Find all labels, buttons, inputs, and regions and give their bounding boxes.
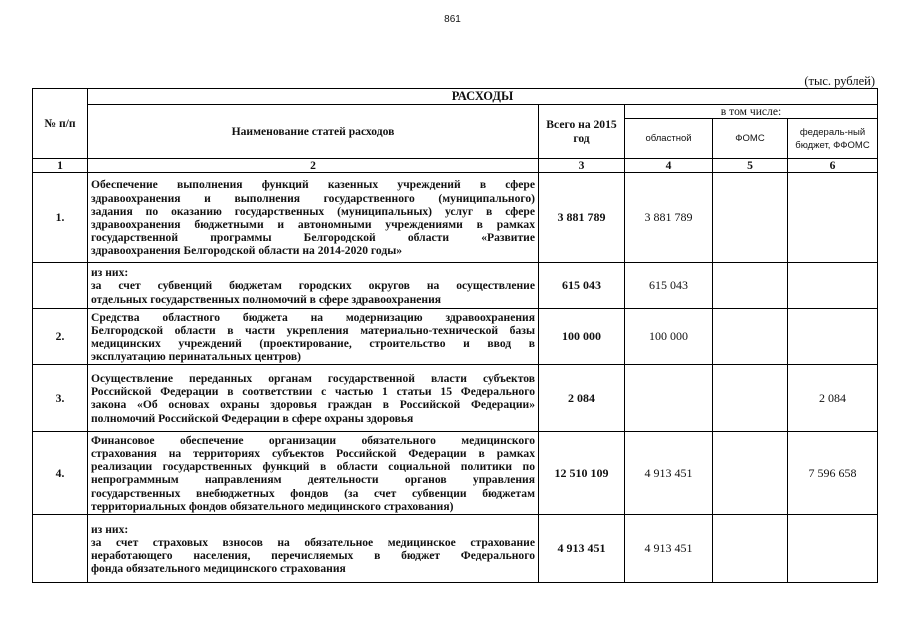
description-line: Белгородской области в части укрепления материально-технической базы — [91, 323, 535, 337]
description-line: за счет страховых взносов на обязательное медицинское страхование — [91, 535, 535, 549]
row-regional: 3 881 789 — [625, 173, 713, 263]
row-foms — [713, 263, 788, 309]
description-line: закона «Об основах охраны здоровья граждан в Российской Федерации» — [91, 398, 535, 412]
description-line: непрограммным направлениям деятельности органов управления — [91, 473, 535, 487]
table-row — [33, 173, 878, 263]
row-foms — [713, 309, 788, 365]
row-number — [33, 263, 88, 309]
description-line: страхования на территориях субъектов Российской Федерации в рамках — [91, 447, 535, 460]
description-line: полномочий Российской Федерации в сфере охраны здоровья — [91, 411, 414, 425]
row-regional: 100 000 — [625, 309, 713, 365]
description-line: государственных внебюджетных фондов (за счет субвенции бюджетам — [91, 486, 535, 500]
description-line: государственной программы Белгородской области «Развитие — [91, 231, 535, 245]
row-foms — [713, 432, 788, 515]
header-col-total: Всего на 2015 год — [539, 105, 625, 159]
description-line: из них: — [91, 266, 129, 280]
row-number: 4. — [33, 432, 88, 515]
row-federal — [788, 309, 878, 365]
description-line: задания по оказанию государственных (муниципальных) услуг в сфере — [91, 204, 535, 218]
description-line: неработающего населения, перечисляемых в бюджет Федерального — [91, 548, 535, 562]
row-description — [88, 515, 539, 583]
column-number: 5 — [713, 159, 788, 173]
header-col-name: Наименование статей расходов — [88, 105, 539, 159]
row-regional: 4 913 451 — [625, 515, 713, 583]
row-description — [88, 263, 539, 309]
units-label: (тыс. рублей) — [804, 74, 875, 88]
row-regional: 615 043 — [625, 263, 713, 309]
row-regional: 4 913 451 — [625, 432, 713, 515]
header-col-federal: федераль-ный бюджет, ФФОМС — [788, 119, 878, 159]
row-number: 2. — [33, 309, 88, 365]
row-foms — [713, 515, 788, 583]
row-foms — [713, 365, 788, 432]
column-number: 4 — [625, 159, 713, 173]
page-number: 861 — [444, 14, 461, 25]
description-line: здравоохранения Белгородской области на 2014-2020 годы» — [91, 244, 403, 258]
expenses-table — [32, 88, 878, 583]
row-description — [88, 173, 539, 263]
row-number: 1. — [33, 173, 88, 263]
row-description — [88, 309, 539, 365]
row-number — [33, 515, 88, 583]
description-line: фонда обязательного медицинского страхования — [91, 562, 346, 576]
table-row — [33, 515, 878, 583]
row-federal — [788, 173, 878, 263]
header-col-regional: областной — [625, 119, 713, 159]
header-col-foms: ФОМС — [713, 119, 788, 159]
table-row — [33, 432, 878, 515]
row-total: 12 510 109 — [539, 432, 625, 515]
row-description — [88, 432, 539, 515]
table-row — [33, 365, 878, 432]
row-regional — [625, 365, 713, 432]
row-federal: 7 596 658 — [788, 432, 878, 515]
description-line: Обеспечение выполнения функций казенных учреждений в сфере — [91, 178, 535, 192]
header-col-no: № п/п — [33, 89, 88, 159]
description-line: здравоохранения бюджетными и автономными учреждениями в рамках — [91, 217, 535, 231]
row-federal: 2 084 — [788, 365, 878, 432]
row-foms — [713, 173, 788, 263]
column-number: 2 — [88, 159, 539, 173]
column-number: 6 — [788, 159, 878, 173]
description-line: территориальных фондов обязательного медицинского страхования) — [91, 499, 454, 513]
row-total: 4 913 451 — [539, 515, 625, 583]
description-line: из них: — [91, 522, 129, 536]
column-number: 3 — [539, 159, 625, 173]
description-line: здравоохранения и выполнения государственного (муниципального) — [91, 191, 535, 205]
description-line: Осуществление переданных органам государственной власти субъектов — [91, 372, 535, 385]
row-total: 3 881 789 — [539, 173, 625, 263]
row-total: 2 084 — [539, 365, 625, 432]
row-total: 100 000 — [539, 309, 625, 365]
description-line: Средства областного бюджета на модернизацию здравоохранения — [91, 310, 535, 324]
row-description — [88, 365, 539, 432]
description-line: отдельных государственных полномочий в сфере здравоохранения — [91, 292, 442, 306]
row-federal — [788, 515, 878, 583]
header-col-including: в том числе: — [625, 105, 878, 119]
column-number: 1 — [33, 159, 88, 173]
description-line: медицинских учреждений (проектирование, строительство и ввод в — [91, 336, 535, 350]
row-number: 3. — [33, 365, 88, 432]
description-line: Российской Федерации в соответствии с частью 1 статьи 15 Федерального — [91, 385, 535, 399]
column-numbers-row — [33, 159, 878, 173]
description-line: за счет субвенций бюджетам городских округов на осуществление — [91, 279, 535, 293]
description-line: реализации государственных функций в области социальной политики по — [91, 460, 535, 474]
table-row — [33, 263, 878, 309]
description-line: эксплуатацию перинатальных центров) — [91, 350, 301, 364]
header-section-title: РАСХОДЫ — [88, 89, 878, 105]
row-federal — [788, 263, 878, 309]
row-total: 615 043 — [539, 263, 625, 309]
description-line: Финансовое обеспечение организации обязательного медицинского — [91, 433, 535, 447]
table-row — [33, 309, 878, 365]
